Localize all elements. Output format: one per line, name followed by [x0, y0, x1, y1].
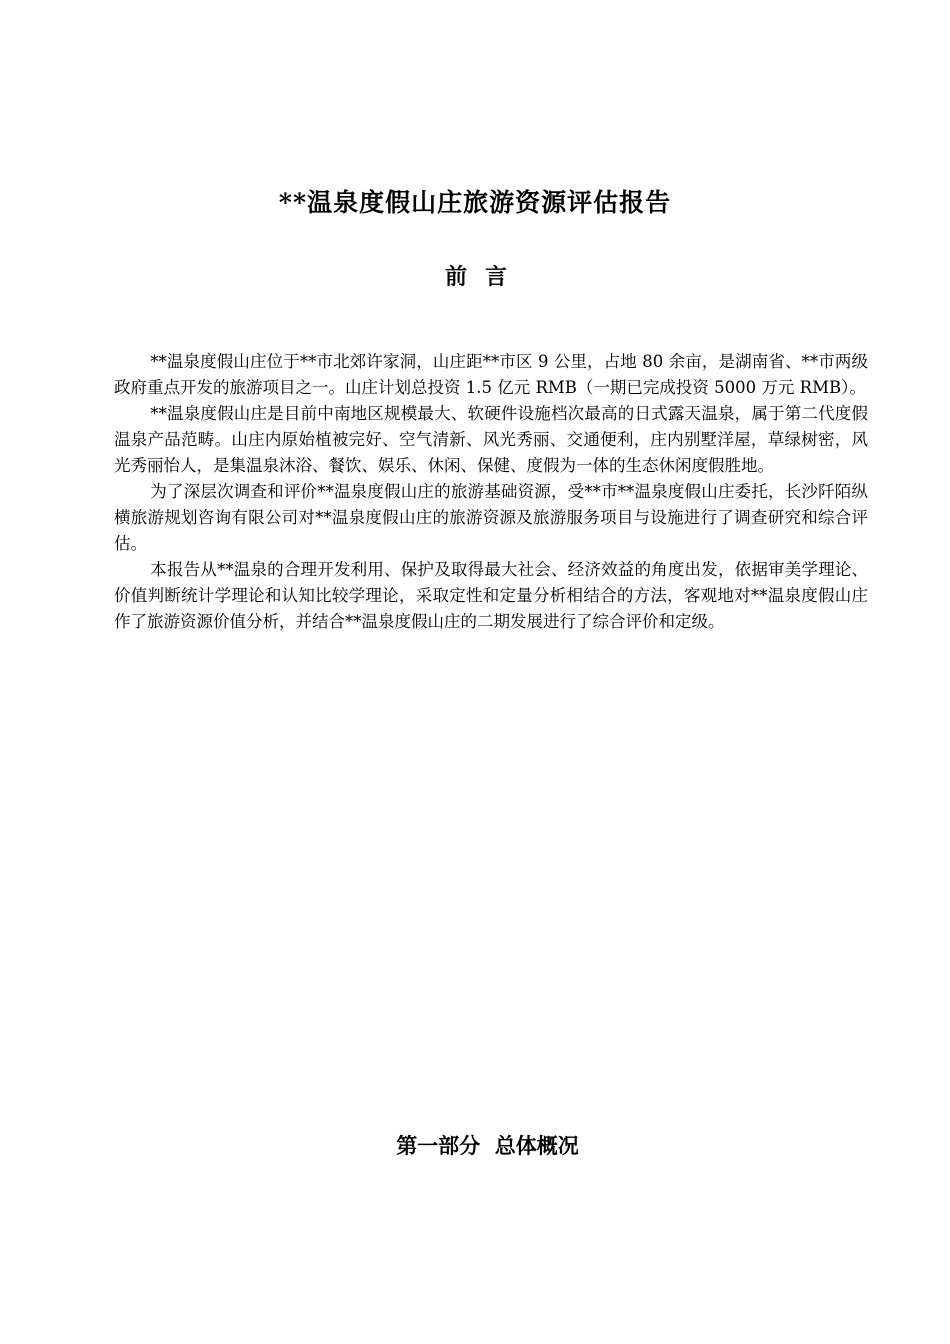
section-heading: 第一部分 总体概况	[396, 1133, 579, 1158]
preface-body	[114, 349, 868, 635]
preface-heading: 前言	[444, 264, 525, 290]
document-title: **温泉度假山庄旅游资源评估报告	[278, 188, 672, 217]
preface-paragraph: **温泉度假山庄位于**市北郊许家洞，山庄距**市区 9 公里，占地 80 余亩，是湖南省、**市两级政府重点开发的旅游项目之一。山庄计划总投资 1.5 亿元 RMB（一期已完成投资 5000 万元 RMB）。	[114, 352, 868, 397]
preface-paragraph: **温泉度假山庄是目前中南地区规模最大、软硬件设施档次最高的日式露天温泉，属于第二代度假温泉产品范畴。山庄内原始植被完好、空气清新、风光秀丽、交通便利，庄内别墅洋屋，草绿树密，风光秀丽怡人，是集温泉沐浴、餐饮、娱乐、休闲、保健、度假为一体的生态休闲度假胜地。	[114, 404, 868, 475]
preface-paragraph: 为了深层次调查和评价**温泉度假山庄的旅游基础资源，受**市**温泉度假山庄委托，长沙阡陌纵横旅游规划咨询有限公司对**温泉度假山庄的旅游资源及旅游服务项目与设施进行了调查研究和综合评估。	[114, 482, 868, 553]
preface-paragraph: 本报告从**温泉的合理开发利用、保护及取得最大社会、经济效益的角度出发，依据审美学理论、价值判断统计学理论和认知比较学理论，采取定性和定量分析相结合的方法，客观地对**温泉度假山庄作了旅游资源价值分析，并结合**温泉度假山庄的二期发展进行了综合评价和定级。	[114, 560, 868, 631]
